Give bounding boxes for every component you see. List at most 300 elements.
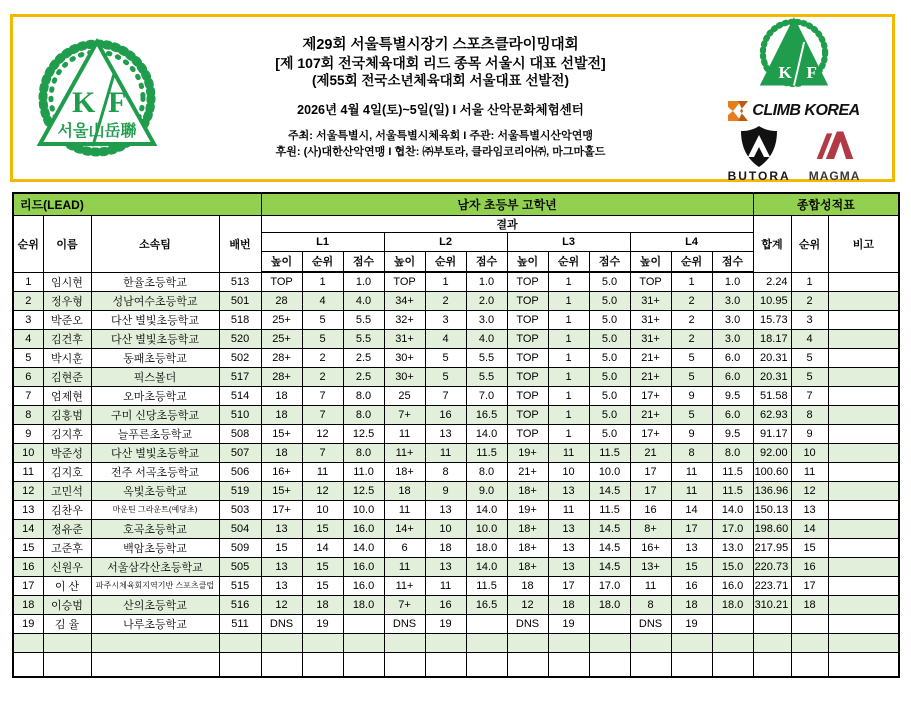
cell-note [828,272,899,291]
cell-l2-height: 25 [384,386,425,405]
cell-name: 고준후 [43,538,91,557]
cell-l2-rank: 18 [425,538,466,557]
cell-l2-height: 11 [384,424,425,443]
cell-l2-rank: 1 [425,272,466,291]
cell-final-rank: 10 [791,443,828,462]
cell-l2-rank: 11 [425,443,466,462]
table-row [13,500,899,519]
col-header-l3-height: 높이 [507,251,548,272]
cell-l2-height [384,652,425,677]
cell-l4-height: TOP [630,272,671,291]
cell-l4-height: 13+ [630,557,671,576]
cell-l4-rank: 14 [671,500,712,519]
cell-name: 김 율 [43,614,91,633]
cell-note [828,633,899,652]
cell-name: 박준오 [43,310,91,329]
cell-l3-rank: 1 [548,367,589,386]
cell-l1-height: 15 [261,538,302,557]
cell-l4-height: 21+ [630,348,671,367]
cell-final-rank: 3 [791,310,828,329]
cell-l1-height: 17+ [261,500,302,519]
cell-note [828,614,899,633]
table-row [13,329,899,348]
cell-l3-height: TOP [507,348,548,367]
cell-l1-rank: 15 [302,557,343,576]
cell-rank: 4 [13,329,43,348]
cell-rank: 5 [13,348,43,367]
cell-l4-score: 18.0 [712,595,753,614]
cell-l1-score: 1.0 [343,272,384,291]
cell-l1-height: DNS [261,614,302,633]
cell-total: 100.60 [753,462,791,481]
cell-l2-rank: 13 [425,557,466,576]
event-header [10,14,895,182]
cell-l3-height: 18+ [507,481,548,500]
table-row [13,405,899,424]
cell-l3-rank: 13 [548,519,589,538]
cell-bib: 520 [219,329,261,348]
cell-bib: 514 [219,386,261,405]
table-row [13,291,899,310]
col-header-note: 비고 [828,215,899,272]
cell-rank: 17 [13,576,43,595]
table-row [13,481,899,500]
cell-l4-height: 31+ [630,329,671,348]
cell-l4-score: 14.0 [712,500,753,519]
cell-l1-height: 28+ [261,348,302,367]
cell-l1-height: 18 [261,405,302,424]
cell-rank: 6 [13,367,43,386]
cell-l1-score: 5.5 [343,329,384,348]
magma-icon [813,128,857,168]
cell-final-rank: 2 [791,291,828,310]
cell-l3-score: 17.0 [589,576,630,595]
cell-l4-score: 3.0 [712,291,753,310]
cell-l3-score: 11.5 [589,443,630,462]
cell-final-rank: 18 [791,595,828,614]
cell-note [828,652,899,677]
cell-l2-score: 9.0 [466,481,507,500]
table-row [13,310,899,329]
cell-l1-rank: 1 [302,272,343,291]
cell-total: 15.73 [753,310,791,329]
cell-l2-score: 1.0 [466,272,507,291]
svg-text:K: K [778,62,792,82]
cell-l2-score: 5.5 [466,348,507,367]
cell-l1-height: 25+ [261,310,302,329]
cell-l4-rank: 16 [671,576,712,595]
cell-l4-rank: 5 [671,367,712,386]
cell-team: 나루초등학교 [91,614,219,633]
col-header-l2-score: 점수 [466,251,507,272]
cell-final-rank: 14 [791,519,828,538]
cell-name: 박준성 [43,443,91,462]
cell-note [828,443,899,462]
brand-logos [728,126,861,183]
cell-l1-score [343,614,384,633]
cell-l2-rank: 7 [425,386,466,405]
cell-l3-height: TOP [507,329,548,348]
col-header-l4-rank: 순위 [671,251,712,272]
cell-name: 김홍범 [43,405,91,424]
cell-l3-rank: 1 [548,424,589,443]
cell-l2-rank: 4 [425,329,466,348]
cell-l1-height: 18 [261,386,302,405]
cell-l4-score: 6.0 [712,348,753,367]
cell-l1-rank: 11 [302,462,343,481]
col-header-l1-score: 점수 [343,251,384,272]
table-row [13,633,899,652]
cell-l2-score: 16.5 [466,405,507,424]
cell-l2-rank: 9 [425,481,466,500]
cell-team: 구미 신당초등학교 [91,405,219,424]
cell-rank: 13 [13,500,43,519]
cell-team: 픽스볼더 [91,367,219,386]
table-row [13,424,899,443]
cell-l2-height: DNS [384,614,425,633]
cell-l2-rank: 8 [425,462,466,481]
cell-team: 한율초등학교 [91,272,219,291]
cell-team: 백암초등학교 [91,538,219,557]
cell-l3-rank: 17 [548,576,589,595]
cell-l2-rank: 13 [425,500,466,519]
cell-l3-rank: 11 [548,443,589,462]
cell-team [91,633,219,652]
cell-final-rank: 5 [791,348,828,367]
cell-total: 220.73 [753,557,791,576]
cell-l3-rank [548,652,589,677]
col-header-result: 결과 [261,215,753,232]
category-label: 리드(LEAD) [13,193,261,215]
cell-l3-height: 18 [507,576,548,595]
butora-logo [728,126,791,183]
cell-l3-rank: 1 [548,386,589,405]
cell-l2-score: 11.5 [466,443,507,462]
cell-total: 217.95 [753,538,791,557]
cell-l1-rank: 7 [302,443,343,462]
cell-l4-height: 17+ [630,386,671,405]
cell-total [753,633,791,652]
cell-l1-height [261,633,302,652]
cell-l2-score: 14.0 [466,424,507,443]
cell-rank: 15 [13,538,43,557]
cell-l3-score: 5.0 [589,291,630,310]
cell-l1-rank: 2 [302,367,343,386]
cell-name: 정우형 [43,291,91,310]
cell-note [828,500,899,519]
event-title-main: 제29회 서울특별시장기 스포츠클라이밍대회 [302,36,579,53]
cell-l4-rank: 19 [671,614,712,633]
cell-rank: 11 [13,462,43,481]
cell-l2-height: 31+ [384,329,425,348]
table-row [13,519,899,538]
cell-rank: 18 [13,595,43,614]
cell-l4-height [630,633,671,652]
col-header-route-l3: L3 [507,232,630,251]
cell-l3-rank: 1 [548,405,589,424]
cell-l3-score: 5.0 [589,348,630,367]
cell-note [828,595,899,614]
cell-l3-score: 14.5 [589,538,630,557]
cell-final-rank: 4 [791,329,828,348]
cell-rank: 10 [13,443,43,462]
cell-note [828,386,899,405]
cell-total: 18.17 [753,329,791,348]
cell-note [828,405,899,424]
cell-team [91,652,219,677]
cell-l3-height: 18+ [507,519,548,538]
cell-l1-score: 11.0 [343,462,384,481]
cell-l1-height: 13 [261,576,302,595]
cell-note [828,310,899,329]
cell-l3-height: 19+ [507,500,548,519]
cell-l3-score: 5.0 [589,367,630,386]
cell-l1-height: TOP [261,272,302,291]
cell-l3-score [589,652,630,677]
table-row [13,576,899,595]
cell-total: 223.71 [753,576,791,595]
cell-l4-rank: 17 [671,519,712,538]
cell-l1-rank: 12 [302,481,343,500]
cell-l2-score: 14.0 [466,500,507,519]
cell-total: 150.13 [753,500,791,519]
cell-l1-height: 28 [261,291,302,310]
cell-rank: 9 [13,424,43,443]
cell-l2-height: 6 [384,538,425,557]
cell-final-rank: 12 [791,481,828,500]
cell-l2-rank: 5 [425,348,466,367]
division-label: 남자 초등부 고학년 [261,193,753,215]
cell-rank: 7 [13,386,43,405]
cell-l4-height: 21 [630,443,671,462]
cell-l3-rank: 1 [548,310,589,329]
cell-bib: 510 [219,405,261,424]
cell-bib: 508 [219,424,261,443]
cell-name [43,633,91,652]
cell-total: 136.96 [753,481,791,500]
table-row [13,652,899,677]
cell-l4-height: 21+ [630,405,671,424]
cell-l1-score: 5.5 [343,310,384,329]
cell-l4-score: 3.0 [712,310,753,329]
cell-bib: 506 [219,462,261,481]
cell-l4-score [712,652,753,677]
cell-l4-rank: 15 [671,557,712,576]
cell-l3-height: TOP [507,386,548,405]
cell-l1-rank: 10 [302,500,343,519]
cell-team: 산의초등학교 [91,595,219,614]
cell-l3-height: TOP [507,424,548,443]
col-header-team: 소속팀 [91,215,219,272]
cell-l2-score: 10.0 [466,519,507,538]
event-hosts: 주최: 서울특별시, 서울특별시체육회 I 주관: 서울특별시산악연맹 [288,129,593,142]
cell-l1-rank: 19 [302,614,343,633]
kf-logo-icon [755,14,833,98]
cell-l2-score: 11.5 [466,576,507,595]
cell-bib: 518 [219,310,261,329]
cell-l4-score: 8.0 [712,443,753,462]
cell-name: 김지호 [43,462,91,481]
cell-l2-score: 7.0 [466,386,507,405]
cell-final-rank: 15 [791,538,828,557]
cell-l2-rank [425,652,466,677]
cell-l2-height: 7+ [384,405,425,424]
cell-l3-rank [548,633,589,652]
cell-l3-rank: 1 [548,291,589,310]
cell-bib: 507 [219,443,261,462]
cell-bib [219,633,261,652]
cell-l4-score: 1.0 [712,272,753,291]
cell-total: 92.00 [753,443,791,462]
cell-rank: 12 [13,481,43,500]
cell-bib [219,652,261,677]
cell-l1-score: 14.0 [343,538,384,557]
col-header-bib: 배번 [219,215,261,272]
table-row [13,348,899,367]
cell-l1-score: 16.0 [343,557,384,576]
cell-l4-height: 8+ [630,519,671,538]
cell-l4-height: 31+ [630,291,671,310]
cell-l1-rank: 5 [302,329,343,348]
cell-team: 성남여수초등학교 [91,291,219,310]
cell-l3-rank: 10 [548,462,589,481]
cell-name: 김건후 [43,329,91,348]
climb-korea-icon [728,101,748,121]
cell-total: 20.31 [753,367,791,386]
cell-final-rank: 5 [791,367,828,386]
cell-l4-rank: 11 [671,462,712,481]
cell-team: 다산 별빛초등학교 [91,443,219,462]
cell-l1-height: 25+ [261,329,302,348]
cell-l1-rank: 12 [302,424,343,443]
climb-korea-logo [728,101,859,121]
results-tbody [13,272,899,677]
cell-final-rank: 17 [791,576,828,595]
cell-name [43,652,91,677]
cell-l4-score: 9.5 [712,424,753,443]
cell-l4-rank: 1 [671,272,712,291]
cell-name: 김지후 [43,424,91,443]
cell-l4-height: 17 [630,481,671,500]
cell-l1-rank: 15 [302,576,343,595]
cell-l4-rank: 5 [671,405,712,424]
cell-total [753,652,791,677]
cell-note [828,367,899,386]
cell-l4-rank: 9 [671,386,712,405]
cell-l4-score: 16.0 [712,576,753,595]
cell-rank: 1 [13,272,43,291]
cell-team: 호곡초등학교 [91,519,219,538]
cell-note [828,329,899,348]
cell-bib: 519 [219,481,261,500]
cell-l4-score: 15.0 [712,557,753,576]
col-header-route-l2: L2 [384,232,507,251]
cell-l2-rank: 5 [425,367,466,386]
cell-l1-score: 8.0 [343,386,384,405]
cell-name: 엄제현 [43,386,91,405]
cell-rank [13,652,43,677]
cell-l3-height [507,652,548,677]
cell-rank: 3 [13,310,43,329]
event-title-sub2: (제55회 전국소년체육대회 서울대표 선발전) [312,73,569,89]
col-header-l2-height: 높이 [384,251,425,272]
col-header-total: 합계 [753,215,791,272]
cell-rank: 2 [13,291,43,310]
cell-l1-score: 18.0 [343,595,384,614]
cell-l4-rank: 18 [671,595,712,614]
cell-l3-height: TOP [507,310,548,329]
event-titles [181,35,700,162]
cell-l2-score [466,633,507,652]
cell-final-rank: 1 [791,272,828,291]
cell-l1-score: 12.5 [343,424,384,443]
cell-l3-height: 21+ [507,462,548,481]
cell-l4-score: 17.0 [712,519,753,538]
cell-name: 임시현 [43,272,91,291]
seoul-federation-logo-icon [32,32,162,164]
cell-total: 310.21 [753,595,791,614]
event-sponsors: 후원: (사)대한산악연맹 I 협찬: ㈜부토라, 클라임코리아㈜, 마그마홀드 [275,145,606,158]
table-row [13,272,899,291]
cell-l3-score: 5.0 [589,424,630,443]
cell-l1-score: 8.0 [343,405,384,424]
cell-l3-height [507,633,548,652]
cell-final-rank: 8 [791,405,828,424]
cell-l3-rank: 13 [548,481,589,500]
cell-l3-rank: 18 [548,595,589,614]
event-title-sub1: [제 107회 전국체육대회 리드 종목 서울시 대표 선발전] [275,54,606,71]
cell-team: 전주 서곡초등학교 [91,462,219,481]
table-row [13,367,899,386]
table-row [13,557,899,576]
cell-final-rank: 16 [791,557,828,576]
svg-text:K: K [72,86,96,119]
cell-l3-score: 5.0 [589,272,630,291]
cell-total [753,614,791,633]
cell-l1-score [343,652,384,677]
cell-name: 김찬우 [43,500,91,519]
cell-l1-rank: 5 [302,310,343,329]
table-row [13,595,899,614]
table-row [13,443,899,462]
cell-rank: 16 [13,557,43,576]
cell-l2-score: 4.0 [466,329,507,348]
cell-l2-rank: 16 [425,405,466,424]
cell-l4-rank: 11 [671,481,712,500]
cell-l3-score: 18.0 [589,595,630,614]
cell-l3-score: 5.0 [589,386,630,405]
cell-l2-rank [425,633,466,652]
butora-label: BUTORA [727,168,791,183]
cell-l3-height: TOP [507,272,548,291]
col-header-l3-score: 점수 [589,251,630,272]
cell-l3-rank: 1 [548,272,589,291]
cell-l2-score [466,614,507,633]
cell-l1-rank: 4 [302,291,343,310]
cell-l4-height: 16 [630,500,671,519]
cell-rank: 14 [13,519,43,538]
cell-l1-height: 15+ [261,481,302,500]
col-header-l3-rank: 순위 [548,251,589,272]
cell-l1-height: 16+ [261,462,302,481]
seoul-federation-logo [13,32,181,164]
cell-l2-rank: 16 [425,595,466,614]
svg-text:F: F [108,86,127,119]
cell-total: 2.24 [753,272,791,291]
cell-rank: 8 [13,405,43,424]
col-header-l2-rank: 순위 [425,251,466,272]
cell-name: 김현준 [43,367,91,386]
